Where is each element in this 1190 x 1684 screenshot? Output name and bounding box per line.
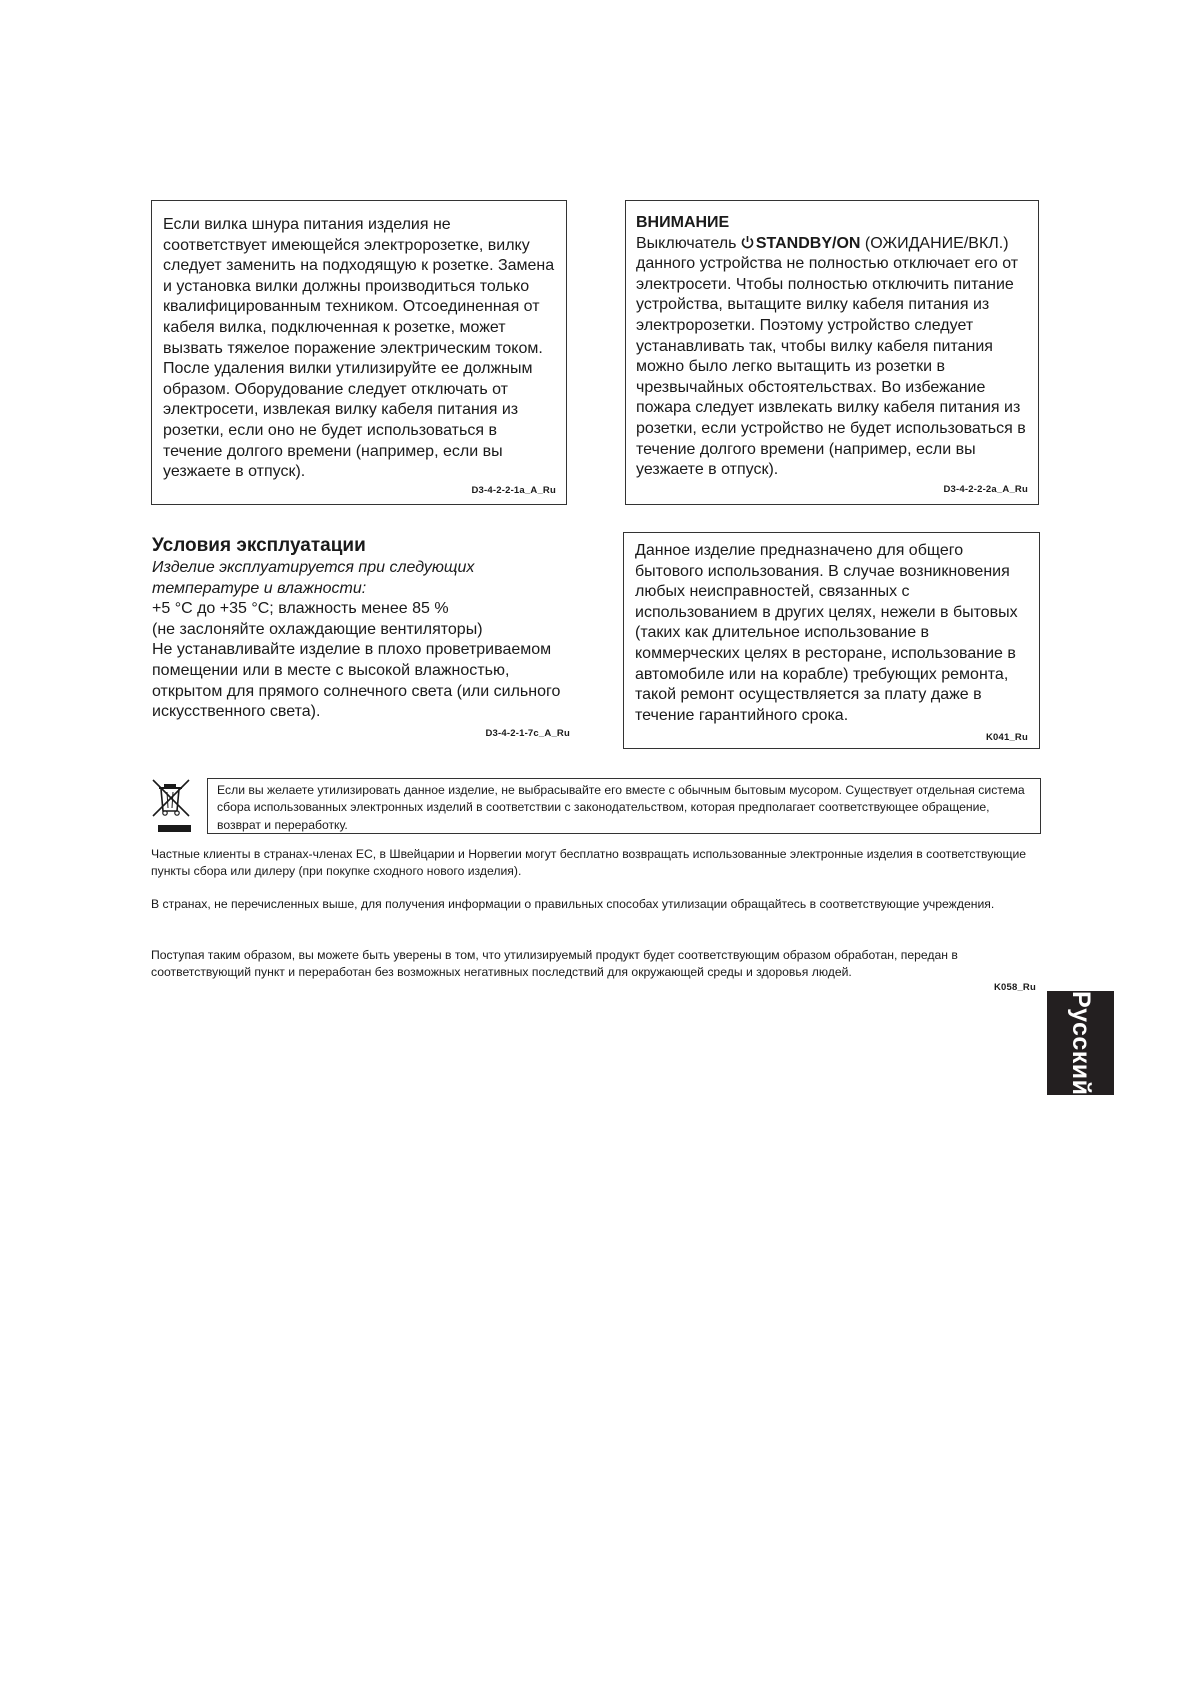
operating-conditions-code: D3-4-2-1-7c_A_Ru [485,727,570,739]
disposal-code: K058_Ru [993,982,1036,993]
crossed-out-bin-icon [151,778,199,834]
language-tab [1047,991,1114,1095]
household-notice-text: Данное изделие предназначено для общего бытового использования. В случае возникновения любых неисправностей, связанных с использованием в других целях, нежели в бытовых (таких как длительное использование в коммерческих целях в ресторане, использование в автомобиле или на корабле) требующих ремонта, такой ремонт осуществляется за плату даже в течение гарантийного срока. [635,542,1018,724]
caution-text-before: Выключатель [636,234,741,252]
disposal-eu-paragraph: Частные клиенты в странах-членах ЕС, в Швейцарии и Норвегии могут бесплатно возвращать использованные электронные изделия в соответствующие пункты сбора или дилеру (при покупке сходного нового изделия). [151,847,1027,879]
language-tab-label: Русский [1067,990,1095,1096]
caution-text-after: (ОЖИДАНИЕ/ВКЛ.) данного устройства не полностью отключает его от электросети. Чтобы полностью отключить питание устройства, вытащите вилку кабеля питания из электророзетки. Поэтому устройство следует устанавливать так, чтобы вилку кабеля питания можно было легко вытащить из розетки в чрезвычайных обстоятельствах. Во избежание пожара следует извлекать вилку кабеля питания из розетки, если устройство не будет использоваться в течение долгого времени (например, если вы уезжаете в отпуск). [636,234,1026,479]
plug-notice-text: Если вилка шнура питания изделия не соответствует имеющейся электророзетке, вилку следует заменить на подходящую к розетке. Замена и установка вилки должны производиться только квалифицированным техником. Отсоединенная от кабеля вилка, подключенная к розетке, может вызвать тяжелое поражение электрическим током. После удаления вилки утилизируйте ее должным образом. Оборудование следует отключать от электросети, извлекая вилку кабеля питания из розетки, если оно не будет использоваться в течение долгого времени (например, если вы уезжаете в отпуск). [163,216,555,481]
caution-notice-code: D3-4-2-2-2a_A_Ru [943,484,1028,495]
operating-placement-line: Не устанавливайте изделие в плохо проветриваемом помещении или в месте с высокой влажностью, открытом для прямого солнечного света (или сильного искусственного света). [152,641,561,721]
power-standby-icon [741,235,754,249]
operating-temperature-line: +5 °C до +35 °C; влажность менее 85 % [152,600,449,618]
plug-notice-box [151,200,567,505]
operating-conditions-section [152,534,570,739]
operating-conditions-heading: Условия эксплуатации [152,535,366,556]
disposal-notice-box [207,778,1041,834]
caution-title: ВНИМАНИЕ [636,214,730,231]
disposal-row [151,778,1041,834]
standby-label: STANDBY/ON [755,234,861,252]
disposal-final-paragraph: Поступая таким образом, вы можете быть уверены в том, что утилизируемый продукт будет соответствующим образом обработан, передан в соответствующий пункт и переработан без возможных негативных последствий для окружающей среды и здоровья людей. [151,948,958,980]
caution-text [636,234,1028,481]
household-notice-code: K041_Ru [985,732,1028,743]
caution-notice-box [625,200,1039,505]
disposal-notice-text: Если вы желаете утилизировать данное изделие, не выбрасывайте его вместе с обычным бытовым мусором. Существует отдельная система сбора использованных электронных изделий в соответствии с законодательством, которая предполагает соответствующее обращение, возврат и переработку. [217,783,1025,832]
disposal-other-countries-paragraph: В странах, не перечисленных выше, для получения информации о правильных способах утилизации обращайтесь в соответствующие учреждения. [151,897,995,911]
operating-conditions-subtitle: Изделие эксплуатируется при следующих температуре и влажности: [152,559,475,597]
household-notice-box [623,532,1040,749]
plug-notice-code: D3-4-2-2-1a_A_Ru [471,485,556,496]
operating-fans-line: (не заслоняйте охлаждающие вентиляторы) [152,620,483,638]
